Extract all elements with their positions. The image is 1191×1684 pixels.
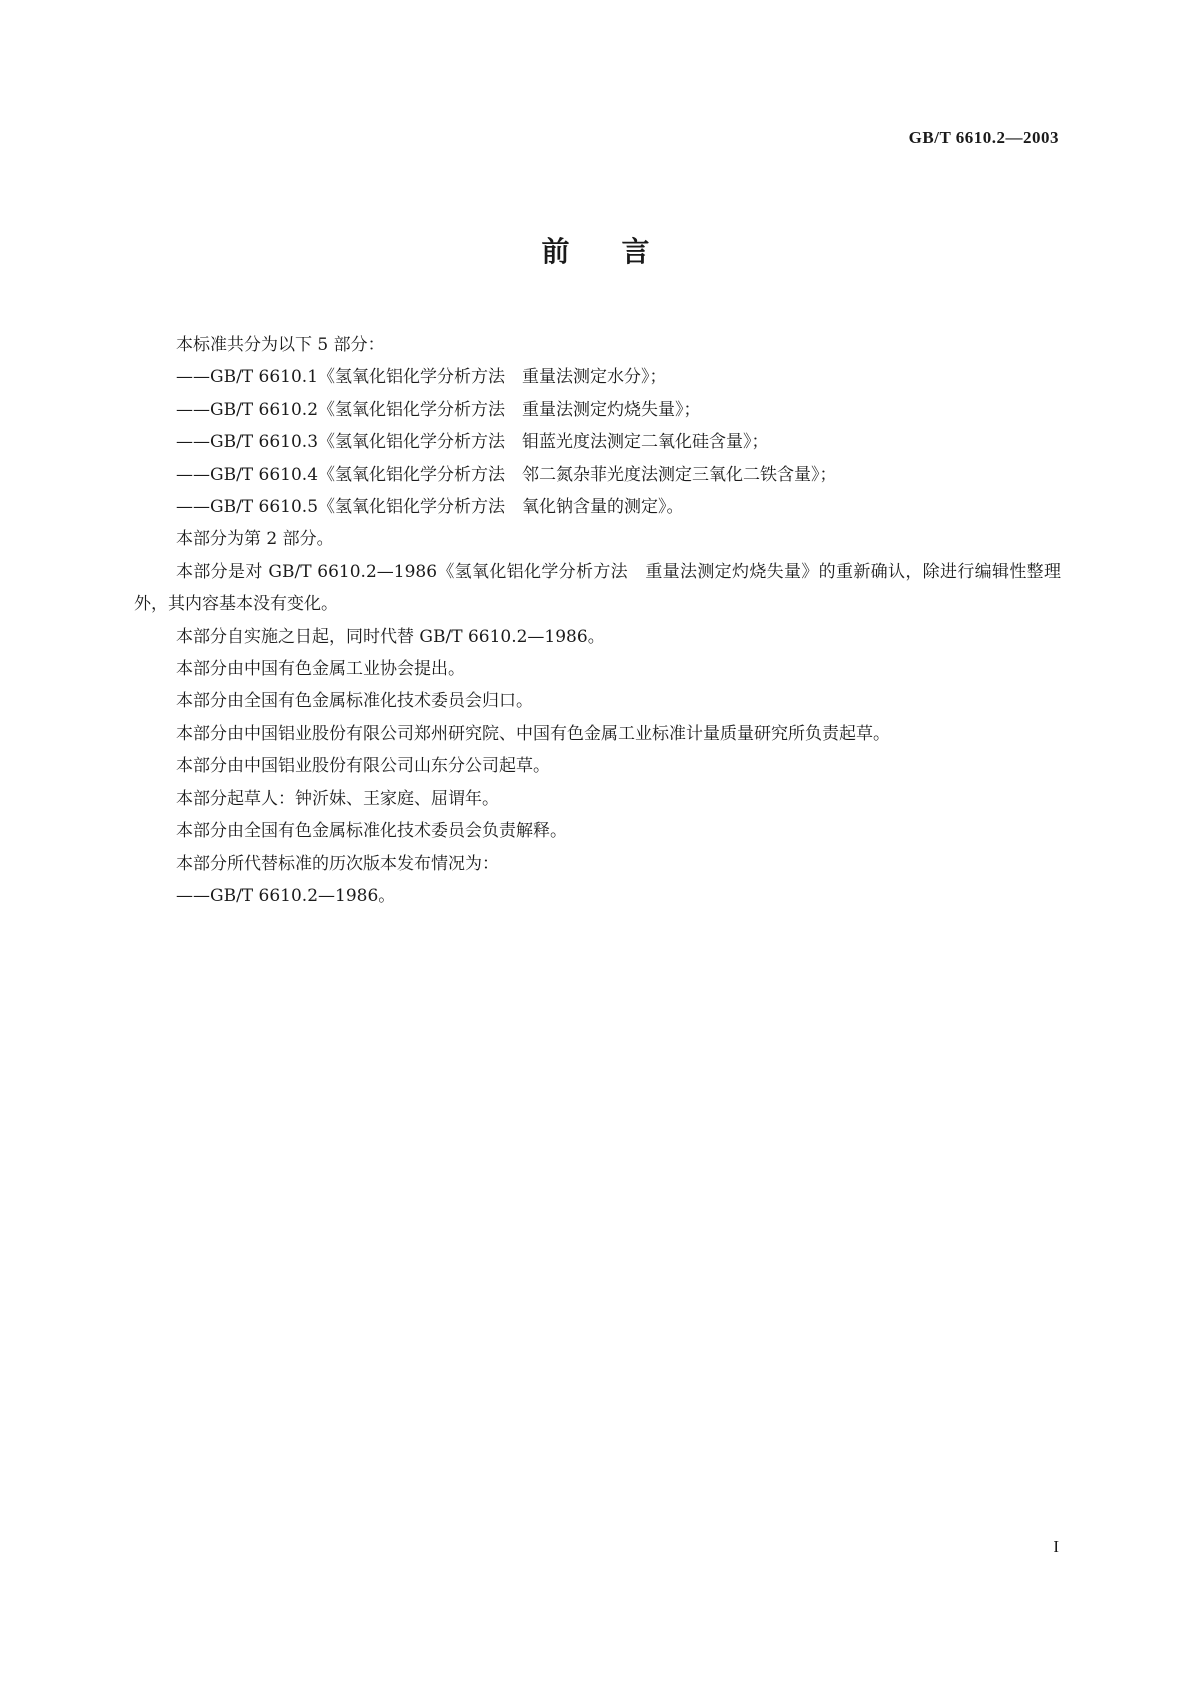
paragraph-history-intro: 本部分所代替标准的历次版本发布情况为：: [176, 853, 499, 874]
list-item-part-3: ——GB/T 6610.3《氢氧化铝化学分析方法 钼蓝光度法测定二氧化硅含量》；: [176, 432, 769, 453]
paragraph-drafting-unit: 本部分由中国铝业股份有限公司山东分公司起草。: [176, 756, 550, 777]
paragraph-centralized: 本部分由全国有色金属标准化技术委员会归口。: [176, 691, 533, 712]
paragraph-reconfirmation: 本部分是对 GB/T 6610.2—1986《氢氧化铝化学分析方法 重量法测定灼烧失量》的重新确认，除进行编辑性整理外，其内容基本没有变化。: [134, 561, 1061, 615]
list-item-part-2: ——GB/T 6610.2《氢氧化铝化学分析方法 重量法测定灼烧失量》；: [176, 399, 701, 420]
paragraph-proposer: 本部分由中国有色金属工业协会提出。: [176, 659, 465, 680]
paragraph-drafting-responsible: 本部分由中国铝业股份有限公司郑州研究院、中国有色金属工业标准计量质量研究所负责起草。: [176, 723, 890, 744]
page-number: I: [1053, 1537, 1059, 1556]
paragraph-interpretation: 本部分由全国有色金属标准化技术委员会负责解释。: [176, 821, 567, 842]
paragraph-part-number: 本部分为第 2 部分。: [176, 529, 334, 550]
paragraph-replacement: 本部分自实施之日起，同时代替 GB/T 6610.2—1986。: [176, 626, 605, 647]
paragraph-parts-intro: 本标准共分为以下 5 部分：: [176, 335, 385, 355]
list-item-history-version: ——GB/T 6610.2—1986。: [176, 885, 396, 906]
page-title: 前言: [541, 235, 702, 268]
standard-number: GB/T 6610.2—2003: [908, 128, 1059, 147]
list-item-part-5: ——GB/T 6610.5《氢氧化铝化学分析方法 氧化钠含量的测定》。: [176, 497, 684, 518]
list-item-part-1: ——GB/T 6610.1《氢氧化铝化学分析方法 重量法测定水分》；: [176, 367, 667, 388]
list-item-part-4: ——GB/T 6610.4《氢氧化铝化学分析方法 邻二氮杂菲光度法测定三氧化二铁含量》；: [176, 464, 837, 485]
foreword-body: [134, 329, 1061, 912]
paragraph-drafters: 本部分起草人：钟沂妹、王家庭、屈谓年。: [176, 788, 499, 809]
